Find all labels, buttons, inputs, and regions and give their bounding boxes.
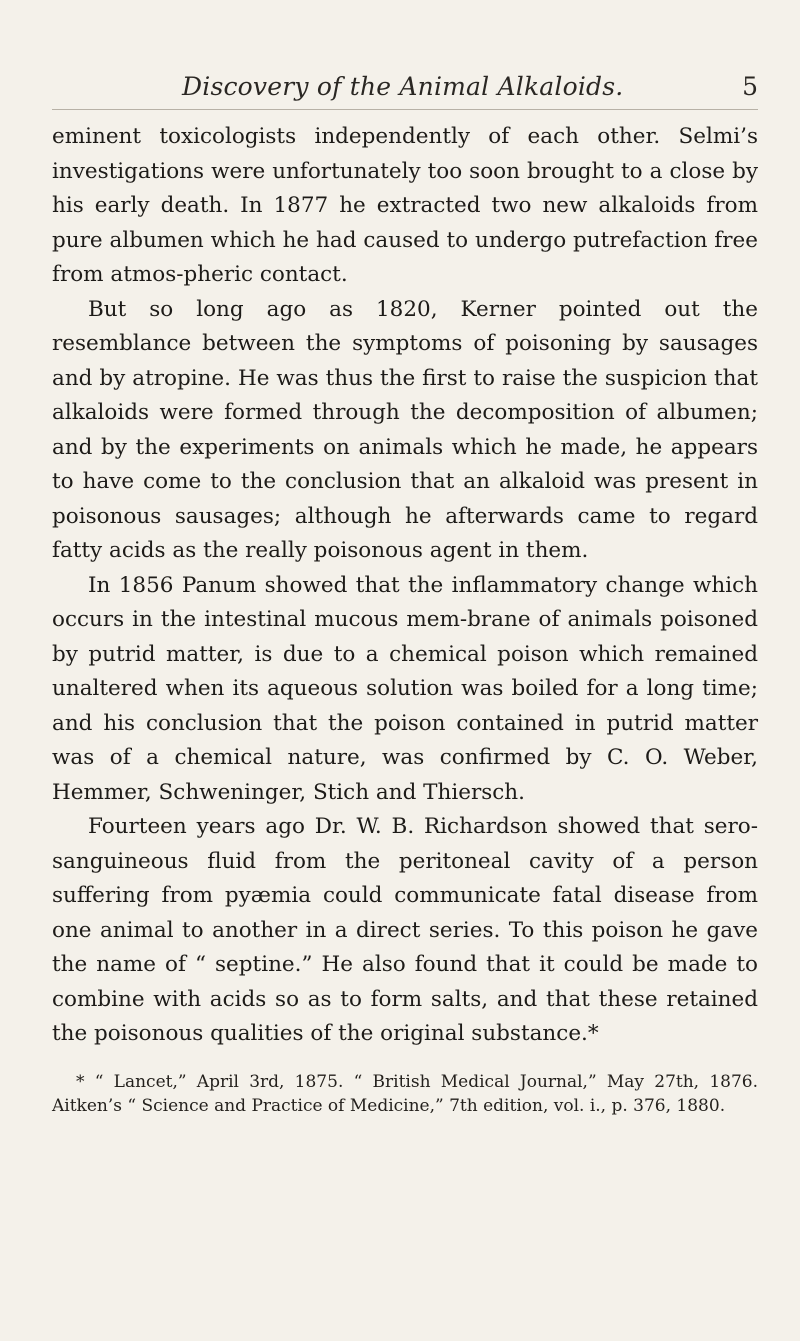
footnote	[52, 1070, 758, 1118]
paragraph-2: But so long ago as 1820, Kerner pointed out the resemblance between the symptoms of poisoning by sausages and by atropine. He was thus the first to raise the suspicion that alkaloids were formed through the decomposition of albumen; and by the experiments on animals which he made, he appears to have come to the conclusion that an alkaloid was present in poisonous sausages; although he afterwards came to regard fatty acids as the really poisonous agent in them.	[52, 296, 758, 563]
page-header	[52, 72, 758, 120]
header-rule	[52, 109, 758, 110]
paragraph-1: eminent toxicologists independently of each other. Selmi’s investigations were unfortunately too soon brought to a close by his early death. In 1877 he extracted two new alkaloids from pure albumen which he had caused to undergo putrefaction free from atmos-pheric contact.	[52, 124, 758, 287]
page-number: 5	[742, 72, 758, 101]
paragraph-3: In 1856 Panum showed that the inflammatory change which occurs in the intestinal mucous mem-brane of animals poisoned by putrid matter, is due to a chemical poison which remained unaltered when its aqueous solution was boiled for a long time; and his conclusion that the poison contained in putrid matter was of a chemical nature, was confirmed by C. O. Weber, Hemmer, Schweninger, Stich and Thiersch.	[52, 572, 758, 805]
footnote-text: * “ Lancet,” April 3rd, 1875. “ British Medical Journal,” May 27th, 1876. Aitken’s “ Science and Practice of Medicine,” 7th edition, vol. i., p. 376, 1880.	[52, 1071, 758, 1116]
book-page	[52, 72, 758, 1332]
paragraph-4: Fourteen years ago Dr. W. B. Richardson showed that sero-sanguineous fluid from the peritoneal cavity of a person suffering from pyæmia could communicate fatal disease from one animal to another in a direct series. To this poison he gave the name of “ septine.” He also found that it could be made to combine with acids so as to form salts, and that these retained the poisonous qualities of the original substance.*	[52, 814, 758, 1046]
running-head: Discovery of the Animal Alkaloids.	[182, 72, 624, 101]
body-text	[52, 120, 758, 1052]
